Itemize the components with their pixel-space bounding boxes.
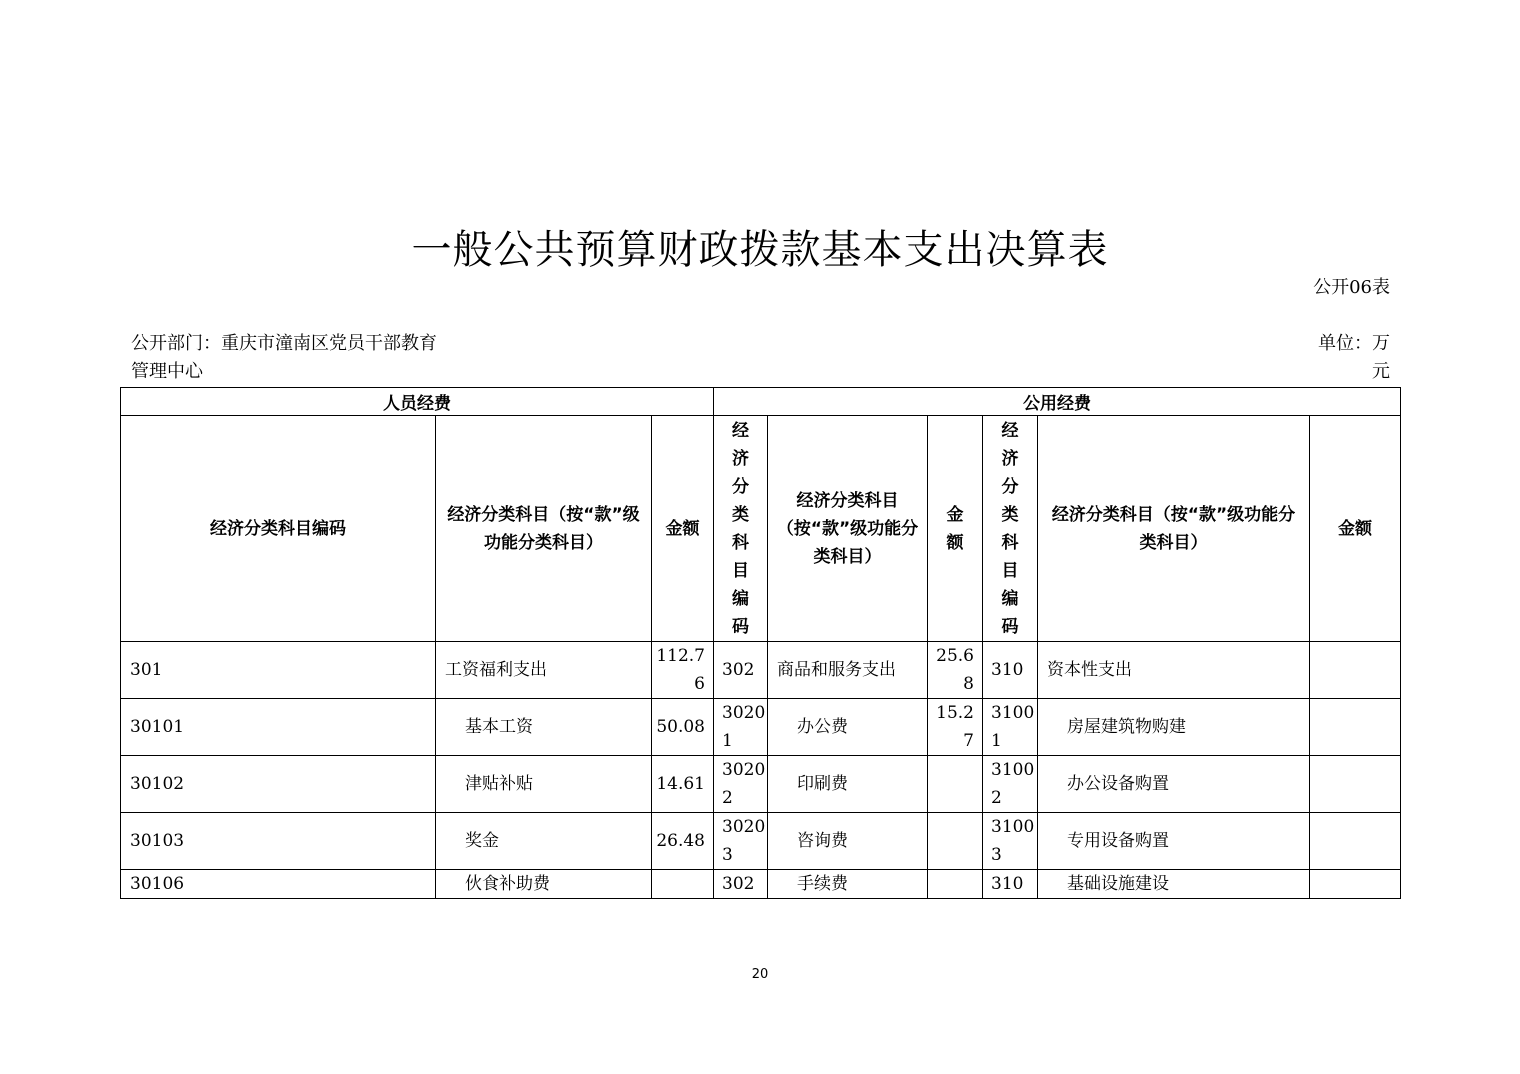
- capital-amount: [1310, 642, 1401, 699]
- public-name: 商品和服务支出: [768, 642, 928, 699]
- capital-name: 专用设备购置: [1038, 813, 1310, 870]
- personnel-amount: 50.08: [652, 699, 714, 756]
- capital-name: 基础设施建设: [1038, 870, 1310, 899]
- personnel-amount: 112.76: [652, 642, 714, 699]
- header-amount-public: 金额: [946, 504, 964, 553]
- header-name: 经济分类科目（按“款”级功能分类科目）: [436, 416, 652, 642]
- form-number: 公开06表: [1313, 277, 1390, 298]
- header-amount: 金额: [652, 416, 714, 642]
- table-row: [121, 642, 1401, 699]
- personnel-amount: 14.61: [652, 756, 714, 813]
- personnel-code: 30102: [121, 756, 436, 813]
- table-row: [121, 699, 1401, 756]
- unit-label: 单位：万元: [1318, 333, 1390, 382]
- page-number: 20: [751, 967, 769, 982]
- expenditure-table: [120, 387, 1401, 899]
- personnel-code: 30101: [121, 699, 436, 756]
- personnel-amount: [652, 870, 714, 899]
- public-name: 印刷费: [768, 756, 928, 813]
- public-code: 30201: [714, 699, 768, 756]
- public-amount: [928, 813, 983, 870]
- public-amount: [928, 870, 983, 899]
- header-amount-capital: 金额: [1310, 416, 1401, 642]
- personnel-name: 津贴补贴: [436, 756, 652, 813]
- capital-code: 31003: [983, 813, 1038, 870]
- personnel-code: 30106: [121, 870, 436, 899]
- header-code-public: 经济分类科目编码: [732, 420, 749, 637]
- page-title: 一般公共预算财政拨款基本支出决算表: [411, 227, 1109, 273]
- header-code-capital: 经济分类科目编码: [1001, 420, 1019, 637]
- capital-code: 31002: [983, 756, 1038, 813]
- public-name: 手续费: [768, 870, 928, 899]
- personnel-name: 伙食补助费: [436, 870, 652, 899]
- public-amount: [928, 756, 983, 813]
- department-label: 公开部门：重庆市潼南区党员干部教育管理中心: [131, 333, 437, 382]
- capital-amount: [1310, 813, 1401, 870]
- public-code: 302: [714, 870, 768, 899]
- public-name: 办公费: [768, 699, 928, 756]
- public-amount: 25.68: [928, 642, 983, 699]
- table-row: [121, 870, 1401, 899]
- group-header-personnel: 人员经费: [121, 388, 714, 416]
- table-row: [121, 813, 1401, 870]
- capital-amount: [1310, 870, 1401, 899]
- personnel-name: 工资福利支出: [436, 642, 652, 699]
- capital-code: 310: [983, 642, 1038, 699]
- capital-code: 31001: [983, 699, 1038, 756]
- capital-name: 办公设备购置: [1038, 756, 1310, 813]
- personnel-code: 301: [121, 642, 436, 699]
- public-code: 302: [714, 642, 768, 699]
- personnel-name: 奖金: [436, 813, 652, 870]
- header-name-capital: 经济分类科目（按“款”级功能分类科目）: [1038, 416, 1310, 642]
- capital-name: 资本性支出: [1038, 642, 1310, 699]
- capital-name: 房屋建筑物购建: [1038, 699, 1310, 756]
- header-code: 经济分类科目编码: [121, 416, 436, 642]
- public-code: 30202: [714, 756, 768, 813]
- personnel-name: 基本工资: [436, 699, 652, 756]
- header-name-public: 经济分类科目（按“款”级功能分类科目）: [768, 416, 928, 642]
- personnel-code: 30103: [121, 813, 436, 870]
- group-header-public: 公用经费: [714, 388, 1401, 416]
- capital-amount: [1310, 756, 1401, 813]
- public-amount: 15.27: [928, 699, 983, 756]
- capital-amount: [1310, 699, 1401, 756]
- capital-code: 310: [983, 870, 1038, 899]
- table-row: [121, 756, 1401, 813]
- public-code: 30203: [714, 813, 768, 870]
- personnel-amount: 26.48: [652, 813, 714, 870]
- public-name: 咨询费: [768, 813, 928, 870]
